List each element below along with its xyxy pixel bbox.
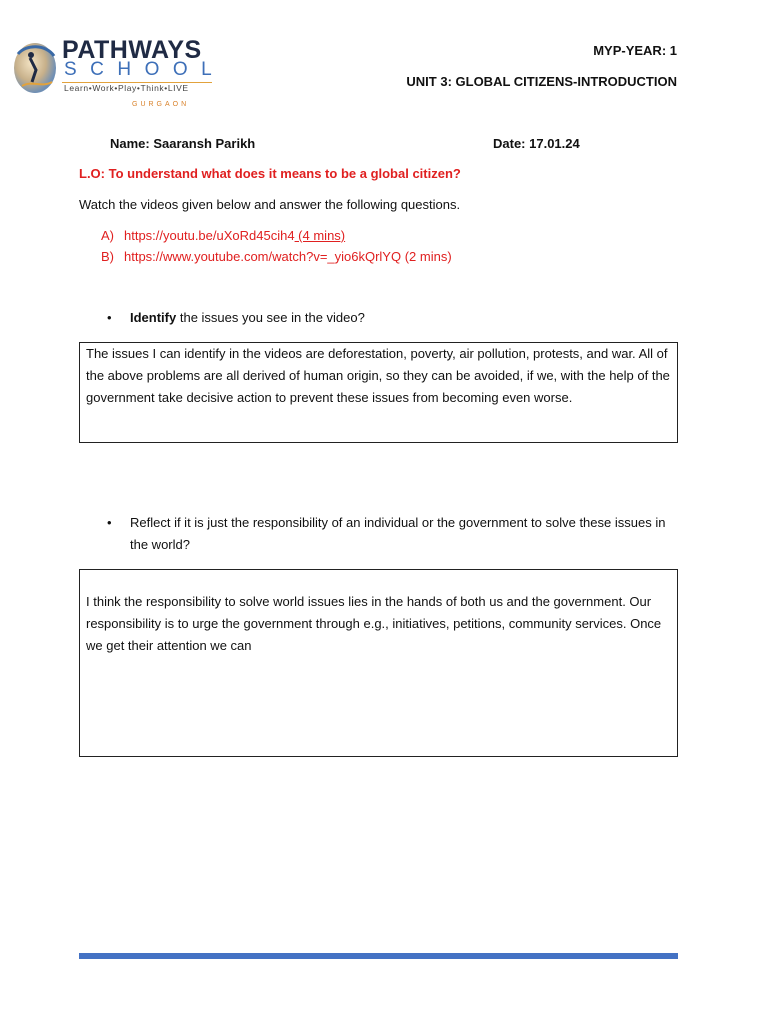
link-duration: (2 mins) — [401, 249, 452, 264]
link-url[interactable]: https://www.youtube.com/watch?v=_yio6kQrlYQ — [124, 249, 402, 264]
student-name: Name: Saaransh Parikh — [110, 136, 256, 151]
link-url[interactable]: https://youtu.be/uXoRd45cih4 — [124, 228, 295, 243]
year-label: MYP-YEAR: 1 — [593, 43, 677, 58]
question-2 — [107, 512, 667, 556]
globe-surfer-icon — [12, 40, 58, 96]
logo-city: GURGAON — [132, 101, 190, 108]
logo-subtitle: SCHOOL — [64, 59, 226, 80]
answer-box-2[interactable]: I think the responsibility to solve world issues lies in the hands of both us and the government. Our responsibility is to urge the government through e.g., initiatives, petitions, community services. Once we get their attention we can — [79, 569, 678, 757]
link-marker: B) — [101, 249, 114, 264]
logo-name: PATHWAYS — [62, 36, 202, 64]
logo-tagline: Learn•Work•Play•Think•LIVE — [64, 83, 189, 93]
question-1 — [107, 307, 667, 329]
worksheet-date: Date: 17.01.24 — [493, 136, 580, 151]
question-text: the issues you see in the video? — [176, 310, 365, 325]
video-link-a[interactable] — [101, 228, 345, 243]
question-text: Reflect if it is just the responsibility of an individual or the government to solve these issues in the world? — [130, 515, 666, 552]
school-logo — [12, 36, 226, 110]
unit-title: UNIT 3: GLOBAL CITIZENS-INTRODUCTION — [406, 74, 677, 89]
bullet-icon: • — [107, 515, 112, 530]
answer-box-1[interactable]: The issues I can identify in the videos are deforestation, poverty, air pollution, protests, and war. All of the above problems are all derived of human origin, so they can be avoided, if we, with the help of the government take decisive action to prevent these issues from becoming even worse. — [79, 342, 678, 443]
video-link-b[interactable] — [101, 249, 452, 264]
link-duration: (4 mins) — [294, 228, 346, 243]
footer-rule — [79, 953, 678, 959]
question-keyword: Identify — [130, 310, 177, 325]
link-marker: A) — [101, 228, 114, 243]
instructions: Watch the videos given below and answer the following questions. — [79, 197, 461, 212]
bullet-icon: • — [107, 310, 112, 325]
learning-objective: L.O: To understand what does it means to be a global citizen? — [79, 166, 461, 181]
